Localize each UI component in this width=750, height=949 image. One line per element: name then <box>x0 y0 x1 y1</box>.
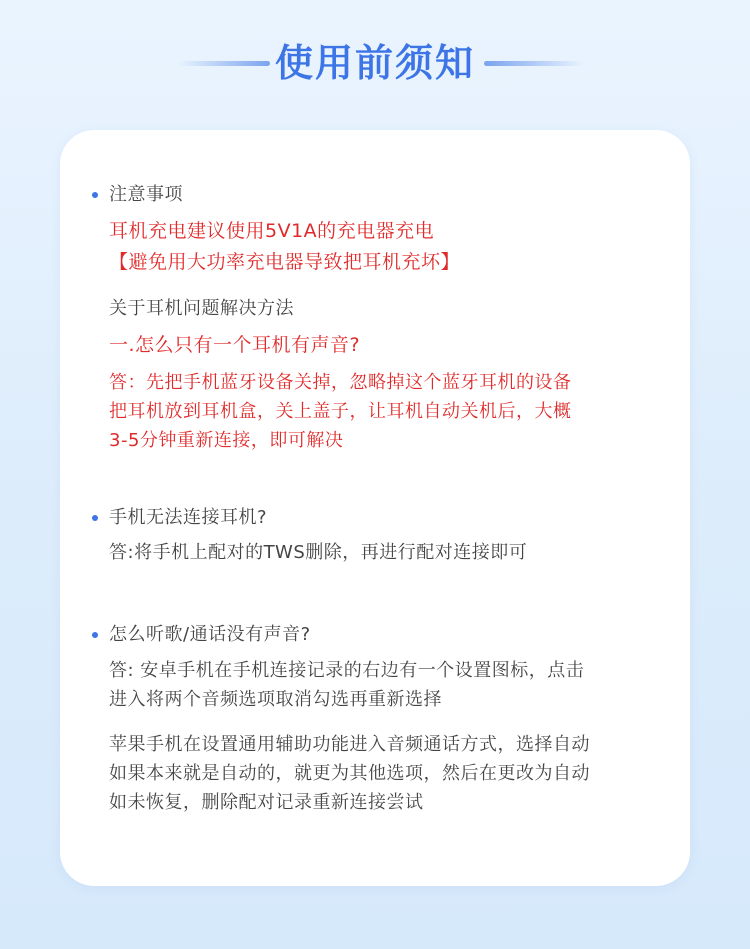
iphone-instruction-line: 如未恢复，删除配对记录重新连接尝试 <box>109 792 424 813</box>
header-decor-line-right <box>484 61 584 66</box>
answer-line: 进入将两个音频选项取消勾选再重新选择 <box>109 689 442 710</box>
question-one-earbud: 一.怎么只有一个耳机有声音? <box>109 334 361 356</box>
answer-line: 答：先把手机蓝牙设备关掉，忽略掉这个蓝牙耳机的设备 <box>109 372 572 393</box>
section-heading-notes: 注意事项 <box>109 184 183 205</box>
page-header <box>0 38 750 88</box>
answer-line: 3-5分钟重新连接，即可解决 <box>109 430 344 451</box>
page-title: 使用前须知 <box>274 41 475 85</box>
troubleshooting-subheading: 关于耳机问题解决方法 <box>109 298 294 319</box>
iphone-instruction-line: 苹果手机在设置通用辅助功能进入音频通话方式，选择自动 <box>109 734 590 755</box>
answer-line: 答:将手机上配对的TWS删除，再进行配对连接即可 <box>109 542 528 563</box>
answer-line: 答: 安卓手机在手机连接记录的右边有一个设置图标，点击 <box>109 660 585 681</box>
notice-card <box>60 130 690 886</box>
charging-warning: 【避免用大功率充电器导致把耳机充坏】 <box>109 251 461 273</box>
bullet-dot-icon <box>92 515 98 521</box>
section-heading-cannot-connect: 手机无法连接耳机? <box>109 507 268 528</box>
section-heading-no-sound: 怎么听歌/通话没有声音? <box>109 624 311 645</box>
bullet-dot-icon <box>92 192 98 198</box>
answer-line: 把耳机放到耳机盒，关上盖子，让耳机自动关机后，大概 <box>109 401 572 422</box>
bullet-dot-icon <box>92 632 98 638</box>
charging-tip: 耳机充电建议使用5V1A的充电器充电 <box>109 220 435 242</box>
iphone-instruction-line: 如果本来就是自动的，就更为其他选项，然后在更改为自动 <box>109 763 590 784</box>
